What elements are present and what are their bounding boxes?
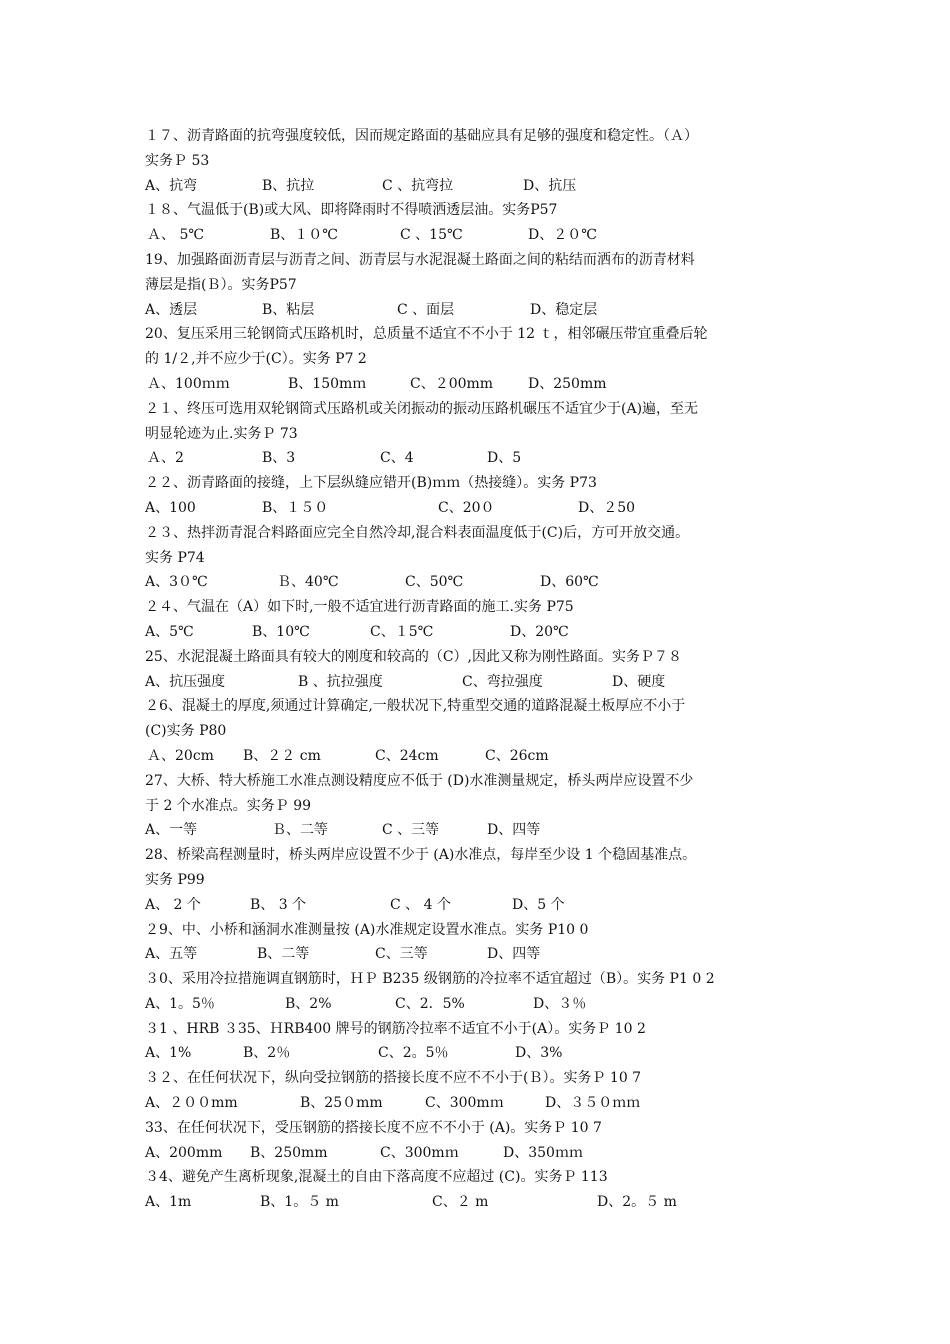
question-9 (145, 645, 825, 695)
answer-option-c: C、２ m (432, 1194, 489, 1211)
answer-option-c: C、20０ (438, 499, 495, 516)
answer-option-c: C 、面层 (397, 301, 455, 318)
question-text-line: ２１、终压可选用双轮钢筒式压路机或关闭振动的振动压路机碾压不适宜少于(A)遍，至无 (145, 400, 699, 417)
question-16 (145, 1066, 825, 1116)
answer-option-c: C、50℃ (405, 574, 464, 591)
answer-option-a: A、 2 个 (145, 896, 201, 913)
answer-option-b: B、2% (285, 995, 332, 1012)
question-7 (145, 521, 825, 595)
answer-option-b: B、２２ cm (243, 747, 321, 764)
answer-option-a: Ａ、20cm (147, 747, 214, 764)
question-text-line: １８、气温低于(B)或大风、即将降雨时不得喷洒透层油。实务P57 (145, 202, 558, 219)
answer-option-d: D、硬度 (612, 673, 666, 690)
question-text-line: 20、复压采用三轮钢筒式压路机时，总质量不适宜不不小于 12 ｔ，相邻碾压带宜重叠后轮 (145, 326, 708, 343)
answer-option-b: B、１０℃ (270, 227, 338, 244)
question-text-line: １７、沥青路面的抗弯强度较低，因而规定路面的基础应具有足够的强度和稳定性。（Ａ） (145, 128, 698, 144)
answer-option-d: D、350ｍｍ (503, 1144, 583, 1161)
question-text-line: 实务 P74 (145, 549, 205, 566)
question-text-line: 的 1/２,并不应少于(C）。实务 P7 2 (145, 351, 367, 368)
answer-option-d: D、2。５ m (597, 1194, 677, 1211)
question-1 (145, 124, 825, 198)
answer-option-b: B、250mm (250, 1144, 328, 1161)
question-4 (145, 322, 825, 396)
question-text-line: ３1 、HRB ３35、ＨRB400 牌号的钢筋冷拉率不适宜不小于(A）。实务Ｐ 10 2 (145, 1020, 646, 1037)
answer-option-c: C、弯拉强度 (462, 673, 543, 690)
question-text-line: (C)实务 P80 (145, 723, 227, 740)
answer-options-row (145, 1091, 825, 1116)
answer-option-a: A、1m (145, 1194, 192, 1211)
answer-option-b: B、2％ (243, 1045, 291, 1062)
question-11 (145, 769, 825, 843)
answer-option-c: C 、抗弯拉 (382, 177, 454, 194)
question-text-line: 19、加强路面沥青层与沥青之间、沥青层与水泥混凝土路面之间的粘结而洒布的沥青材料 (145, 251, 695, 268)
answer-option-b: B、1。５ m (260, 1194, 339, 1211)
answer-option-d: D、20℃ (510, 623, 569, 640)
answer-option-a: A、1。5％ (145, 995, 215, 1012)
answer-option-b: B、抗拉 (262, 177, 315, 194)
answer-options-row (145, 1141, 825, 1166)
question-17 (145, 1116, 825, 1166)
answer-option-b: B、粘层 (262, 301, 315, 318)
question-text-line: 28、桥梁高程测量时，桥头两岸应设置不少于 (A)水准点，每岸至少设 1 个稳固基准点。 (145, 847, 697, 864)
question-text-line: 25、水泥混凝土路面具有较大的刚度和较高的（C）,因此又称为刚性路面。实务Ｐ７８ (145, 648, 682, 665)
answer-options-row (145, 893, 825, 918)
answer-option-b: B 、抗拉强度 (298, 673, 383, 690)
answer-option-c: C 、 4 个 (390, 896, 451, 913)
question-text-line: ２9、中、小桥和涵洞水准测量按 (A)水准规定设置水准点。实务 P10 0 (145, 921, 589, 938)
question-text-line: ３4、避免产生离析现象,混凝土的自由下落高度不应超过 (C)。实务Ｐ 113 (145, 1169, 608, 1186)
answer-options-row (145, 372, 825, 397)
answer-option-d: D、３％ (533, 995, 587, 1012)
question-text-line: 27、大桥、特大桥施工水准点测设精度应不低于 (D)水准测量规定，桥头两岸应设置不少 (145, 772, 694, 789)
answer-option-a: A、抗弯 (145, 177, 198, 194)
question-3 (145, 248, 825, 322)
answer-options-row (145, 298, 825, 323)
answer-option-a: Ａ、 5℃ (147, 227, 205, 244)
answer-options-row (145, 496, 825, 521)
answer-option-d: D、250mm (528, 375, 607, 392)
answer-option-d: C、26cm (485, 747, 549, 764)
answer-options-row (145, 446, 825, 471)
answer-options-row (145, 818, 825, 843)
answer-options-row (145, 942, 825, 967)
question-text-line: 33、在任何状况下，受压钢筋的搭接长度不应不不小于 (A)。实务Ｐ 10 7 (145, 1119, 602, 1136)
question-text-line: 于 2 个水准点。实务Ｐ 99 (145, 797, 312, 814)
answer-option-b: Ｂ、二等 (272, 822, 328, 839)
question-text-line: ３２、在任何状况下，纵向受拉钢筋的搭接长度不应不不小于(Ｂ）。实务Ｐ 10 7 (145, 1070, 642, 1087)
question-text-line: ２３、热拌沥青混合料路面应完全自然冷却,混合料表面温度低于(C)后，方可开放交通。 (145, 524, 690, 541)
answer-options-row (145, 570, 825, 595)
question-12 (145, 843, 825, 917)
question-text-line: 薄层是指(Ｂ）。实务P57 (145, 276, 297, 293)
answer-option-c: C、2。5％ (378, 1045, 449, 1062)
answer-option-d: D、四等 (487, 946, 541, 963)
answer-options-row (145, 1041, 825, 1066)
answer-option-c: C、300mｍ (380, 1144, 459, 1161)
answer-option-a: A、100 (145, 499, 196, 516)
answer-option-a: Ａ、100ｍｍ (147, 375, 230, 392)
answer-option-d: D、２50 (578, 499, 636, 516)
question-text-line: 实务Ｐ 53 (145, 152, 210, 169)
question-5 (145, 397, 825, 471)
answer-option-b: B、 3 个 (250, 896, 307, 913)
answer-option-c: C、１5℃ (370, 623, 434, 640)
answer-option-a: A、五等 (145, 946, 198, 963)
question-list (145, 124, 825, 1215)
answer-option-c: C、300mｍ (425, 1095, 504, 1112)
answer-option-b: Ｂ、40℃ (277, 574, 339, 591)
answer-option-c: C、24cm (375, 747, 439, 764)
answer-options-row (145, 223, 825, 248)
answer-option-b: B、二等 (257, 946, 310, 963)
answer-option-b: B、25０mm (300, 1095, 383, 1112)
question-14 (145, 967, 825, 1017)
answer-option-d: D、四等 (487, 822, 541, 839)
answer-option-b: B、10℃ (252, 623, 310, 640)
question-text-line: 实务 P99 (145, 871, 205, 888)
answer-option-c: C、4 (380, 450, 414, 467)
answer-option-a: A、一等 (145, 822, 198, 839)
question-text-line: ２6、混凝土的厚度,须通过计算确定,一般状况下,特重型交通的道路混凝土板厚应不小于 (145, 698, 686, 715)
answer-option-d: D、稳定层 (530, 301, 598, 318)
question-8 (145, 595, 825, 645)
question-6 (145, 471, 825, 521)
answer-option-c: C 、15℃ (400, 227, 463, 244)
answer-options-row (145, 620, 825, 645)
answer-option-a: A、1% (145, 1045, 192, 1062)
answer-option-a: A、２００mm (145, 1095, 238, 1112)
answer-option-a: A、3０℃ (145, 574, 208, 591)
answer-option-d: D、5 个 (512, 896, 565, 913)
answer-options-row (145, 744, 825, 769)
answer-option-c: C、2．5% (395, 995, 465, 1012)
answer-option-c: C、２00mm (410, 375, 494, 392)
answer-options-row (145, 1190, 825, 1215)
question-10 (145, 694, 825, 768)
answer-options-row (145, 670, 825, 695)
question-13 (145, 918, 825, 968)
answer-option-a: A、200mm (145, 1144, 223, 1161)
answer-option-a: A、5℃ (145, 623, 194, 640)
question-15 (145, 1017, 825, 1067)
answer-option-c: C、三等 (375, 946, 428, 963)
answer-option-b: B、150mｍ (288, 375, 367, 392)
question-text-line: ３0、采用冷拉措施调直钢筋时，ＨＰ B235 级钢筋的冷拉率不适宜超过（B）。实务 P1 0 2 (145, 971, 715, 988)
answer-options-row (145, 992, 825, 1017)
answer-option-a: Ａ、2 (147, 450, 184, 467)
answer-option-b: B、１５０ (262, 499, 329, 516)
answer-option-a: A、抗压强度 (145, 673, 226, 690)
answer-option-d: D、60℃ (540, 574, 599, 591)
answer-option-b: B、3 (262, 450, 296, 467)
answer-option-d: D、3% (515, 1045, 563, 1062)
question-text-line: ２４、气温在（A）如下时,一般不适宜进行沥青路面的施工.实务 P75 (145, 599, 574, 616)
answer-option-a: A、透层 (145, 301, 198, 318)
answer-option-d: D、２０℃ (528, 227, 597, 244)
answer-option-c: C 、三等 (382, 822, 440, 839)
answer-options-row (145, 174, 825, 199)
question-text-line: 明显轮迹为止.实务Ｐ 73 (145, 425, 298, 442)
answer-option-d: D、5 (487, 450, 522, 467)
question-text-line: ２２、沥青路面的接缝，上下层纵缝应错开(B)ｍｍ（热接缝）。实务 P73 (145, 475, 597, 492)
question-18 (145, 1165, 825, 1215)
question-2 (145, 198, 825, 248)
answer-option-d: D、抗压 (523, 177, 577, 194)
answer-option-d: D、３５０ｍｍ (545, 1095, 641, 1112)
